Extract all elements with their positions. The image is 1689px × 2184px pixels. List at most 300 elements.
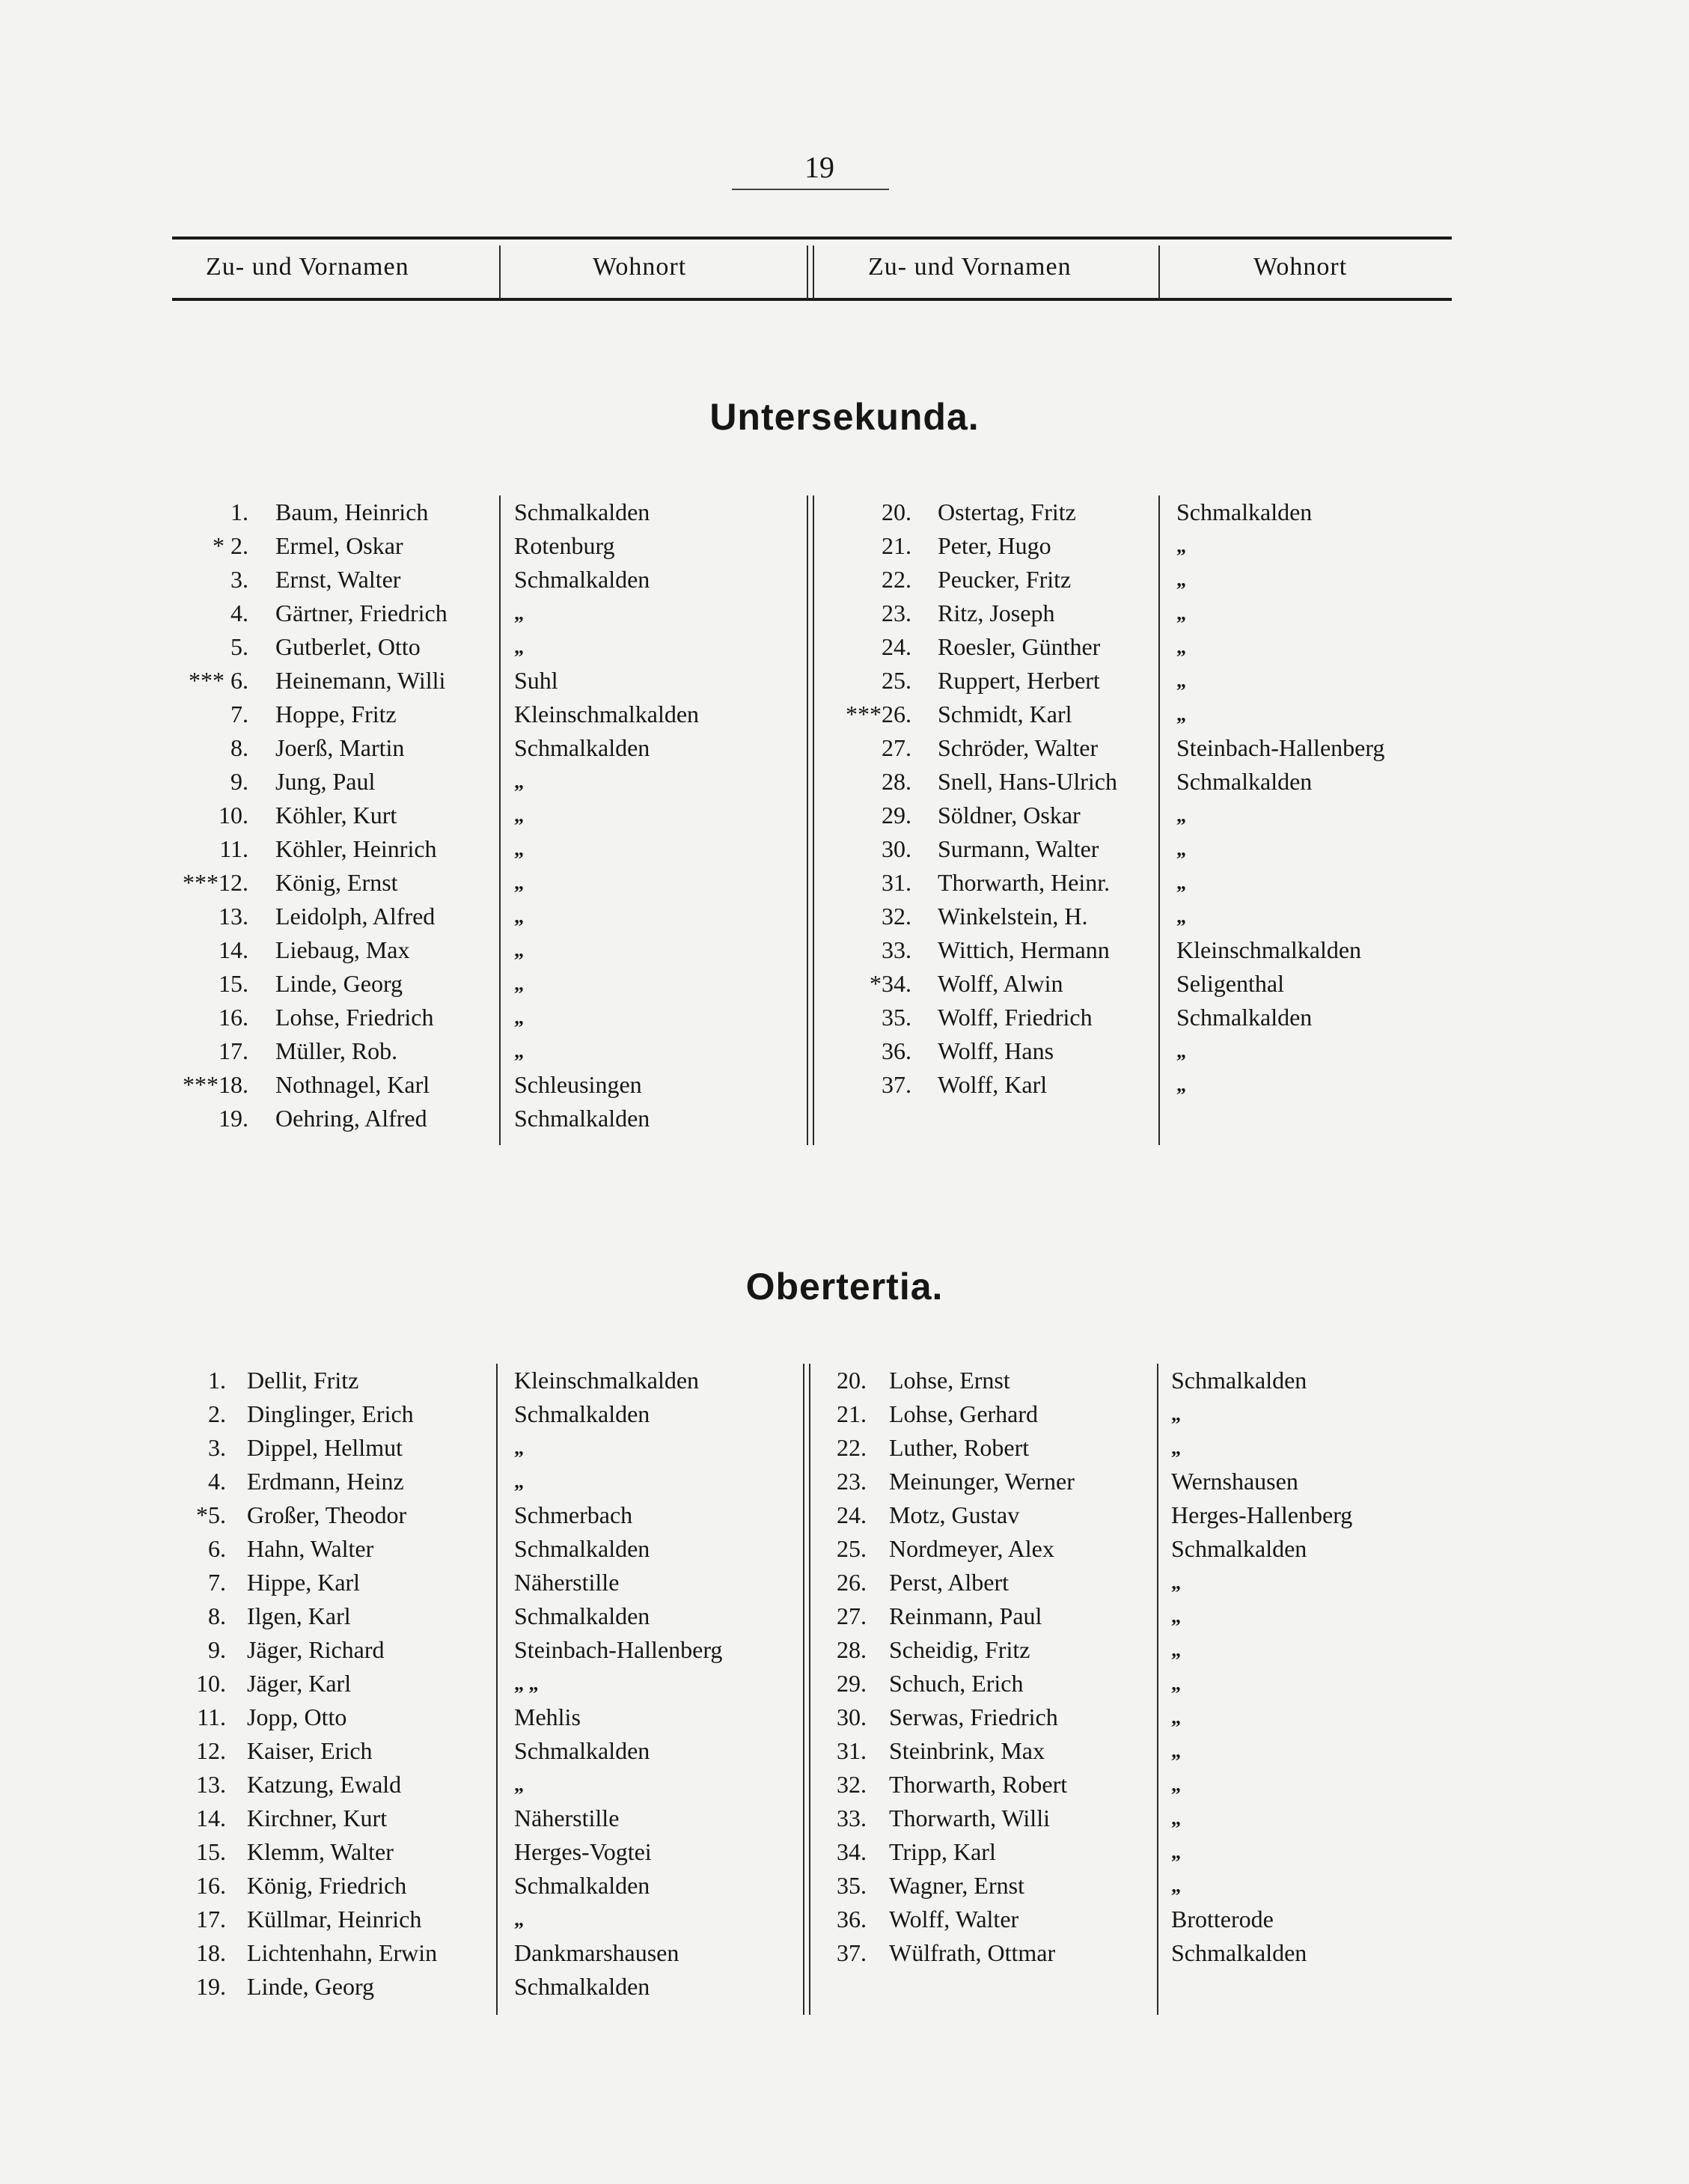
entry-index: 10. [196, 1670, 226, 1697]
table-row [793, 1802, 1181, 1835]
entry-number [831, 698, 911, 731]
table-row [165, 1532, 650, 1566]
student-place: Herges-Hallenberg [1171, 1501, 1353, 1528]
student-name: Dinglinger, Erich [247, 1400, 414, 1427]
entry-number [793, 1498, 867, 1532]
table-row [165, 1835, 652, 1869]
column-divider [813, 495, 814, 1145]
table-row [165, 1802, 620, 1835]
student-name: Roesler, Günther [938, 633, 1101, 660]
student-name: Dippel, Hellmut [247, 1434, 403, 1461]
student-place: „ [1176, 1040, 1186, 1062]
student-name: Lohse, Ernst [889, 1367, 1010, 1394]
student-place: „ [514, 603, 524, 624]
entry-number [831, 832, 911, 866]
header-name-left: Zu- und Vornamen [206, 253, 409, 281]
student-name: Ruppert, Herbert [938, 667, 1100, 694]
entry-number [165, 1734, 226, 1768]
student-place: „ [1171, 1875, 1181, 1897]
entry-index: 32. [882, 903, 911, 930]
student-place: Näherstille [514, 1805, 620, 1831]
student-name: Scheidig, Fritz [889, 1636, 1030, 1663]
student-place: Schmalkalden [1171, 1939, 1307, 1966]
student-name: Küllmar, Heinrich [247, 1906, 422, 1933]
entry-number [165, 1599, 226, 1633]
entry-index: 15. [219, 970, 248, 997]
table-row [180, 1102, 650, 1135]
entry-number [165, 1397, 226, 1431]
entry-number [165, 1768, 226, 1802]
entry-number [180, 664, 248, 698]
entry-number [165, 1970, 226, 2004]
entry-number [831, 529, 911, 563]
table-row [165, 1633, 723, 1667]
student-place: Dankmarshausen [514, 1939, 679, 1966]
table-row [793, 1364, 1307, 1397]
student-place: Schmalkalden [514, 1602, 650, 1629]
entry-mark: * [213, 532, 230, 559]
student-place: „ [1176, 636, 1186, 658]
student-name: Ernst, Walter [275, 566, 401, 593]
entry-index: 32. [837, 1771, 867, 1798]
student-name: Köhler, Heinrich [275, 835, 437, 862]
entry-number [165, 1431, 226, 1465]
table-row [793, 1397, 1181, 1431]
entry-index: 12. [196, 1737, 226, 1764]
table-row [793, 1566, 1181, 1599]
table-row [793, 1532, 1307, 1566]
entry-index: 2. [208, 1400, 226, 1427]
student-name: Reinmann, Paul [889, 1602, 1042, 1629]
student-name: Dellit, Fritz [247, 1367, 359, 1394]
entry-number [793, 1431, 867, 1465]
entry-index: 11. [219, 835, 248, 862]
entry-number [831, 1034, 911, 1068]
entry-index: 28. [837, 1636, 867, 1663]
table-row [180, 597, 524, 630]
student-name: Linde, Georg [247, 1973, 375, 2000]
student-name: Oehring, Alfred [275, 1105, 427, 1132]
student-place: „ [514, 771, 524, 793]
entry-number [793, 1734, 867, 1768]
entry-index: 33. [837, 1805, 867, 1831]
entry-index: 30. [837, 1703, 867, 1730]
table-row [831, 900, 1186, 933]
table-row [793, 1599, 1181, 1633]
table-row [180, 832, 524, 866]
entry-number [793, 1802, 867, 1835]
table-row [831, 765, 1313, 799]
table-row [831, 933, 1362, 967]
entry-number [165, 1364, 226, 1397]
student-place: „ [514, 1007, 524, 1028]
student-place: Kleinschmalkalden [1176, 936, 1362, 963]
entry-index: 4. [230, 600, 248, 626]
student-name: Lohse, Friedrich [275, 1004, 434, 1031]
student-name: König, Ernst [275, 869, 398, 896]
student-place: „ [1171, 1673, 1181, 1695]
entry-index: 2. [230, 532, 248, 559]
entry-number [180, 866, 248, 900]
entry-number [831, 1068, 911, 1102]
entry-index: 31. [837, 1737, 867, 1764]
table-row [180, 1001, 524, 1034]
entry-number [793, 1397, 867, 1431]
entry-index: 7. [208, 1569, 226, 1596]
table-row [180, 731, 650, 765]
table-row [831, 1001, 1313, 1034]
entry-number [793, 1532, 867, 1566]
entry-index: 15. [196, 1838, 226, 1865]
student-place: „ [514, 872, 524, 894]
student-place: „ [514, 805, 524, 826]
entry-number [793, 1667, 867, 1700]
table-row [165, 1903, 524, 1936]
entry-index: 22. [882, 566, 911, 593]
entry-mark: * [870, 970, 882, 997]
entry-number [180, 900, 248, 933]
entry-number [180, 832, 248, 866]
entry-number [165, 1835, 226, 1869]
student-name: Thorwarth, Willi [889, 1805, 1050, 1831]
table-row [165, 1768, 524, 1802]
entry-number [180, 630, 248, 664]
student-place: „ [1176, 1074, 1186, 1096]
table-row [793, 1633, 1181, 1667]
table-row [831, 967, 1284, 1001]
header-divider [813, 245, 814, 299]
student-name: Jäger, Richard [247, 1636, 385, 1663]
entry-number [831, 765, 911, 799]
column-divider [496, 1364, 498, 2015]
student-name: Jopp, Otto [247, 1703, 347, 1730]
student-name: Gutberlet, Otto [275, 633, 421, 660]
student-name: Hahn, Walter [247, 1535, 374, 1562]
entry-index: 13. [219, 903, 248, 930]
student-name: Wagner, Ernst [889, 1872, 1024, 1899]
student-place: Brotterode [1171, 1906, 1274, 1933]
student-name: Winkelstein, H. [938, 903, 1088, 930]
table-row [165, 1970, 650, 2004]
column-divider [1158, 495, 1160, 1145]
student-name: Ilgen, Karl [247, 1602, 351, 1629]
student-place: „ [514, 838, 524, 860]
entry-number [180, 597, 248, 630]
entry-index: 37. [882, 1071, 911, 1098]
entry-index: 36. [837, 1906, 867, 1933]
table-row [793, 1465, 1298, 1498]
entry-number [180, 563, 248, 597]
student-name: Jung, Paul [275, 768, 376, 795]
table-row [165, 1498, 633, 1532]
entry-mark: *** [189, 667, 230, 694]
student-place: „ [1176, 704, 1186, 725]
student-place: Wernshausen [1171, 1468, 1298, 1495]
student-place: Schmalkalden [1176, 498, 1313, 525]
student-place: „ [1171, 1740, 1181, 1762]
entry-index: 31. [882, 869, 911, 896]
student-place: Kleinschmalkalden [514, 701, 700, 728]
table-row [165, 1734, 650, 1768]
table-row [165, 1431, 524, 1465]
student-place: Schmalkalden [514, 1400, 650, 1427]
student-place: Kleinschmalkalden [514, 1367, 700, 1394]
entry-index: 13. [196, 1771, 226, 1798]
student-name: Thorwarth, Robert [889, 1771, 1068, 1798]
student-place: „ [1176, 805, 1186, 826]
student-name: Meinunger, Werner [889, 1468, 1075, 1495]
student-list-obertertia-left [165, 1364, 723, 2004]
student-place: Schmalkalden [514, 498, 650, 525]
student-place: Schmalkalden [1176, 768, 1313, 795]
student-place: Rotenburg [514, 532, 615, 559]
entry-index: 16. [196, 1872, 226, 1899]
entry-index: 14. [196, 1805, 226, 1831]
entry-number [180, 765, 248, 799]
student-place: „ [1171, 1639, 1181, 1661]
table-row [831, 597, 1186, 630]
entry-number [793, 1700, 867, 1734]
table-row [180, 1068, 642, 1102]
table-row [180, 900, 524, 933]
student-name: Tripp, Karl [889, 1838, 996, 1865]
student-place: Steinbach-Hallenberg [1176, 734, 1385, 761]
entry-index: 35. [837, 1872, 867, 1899]
student-name: Thorwarth, Heinr. [938, 869, 1111, 896]
student-name: Wolff, Hans [938, 1037, 1054, 1064]
student-name: Köhler, Kurt [275, 802, 397, 829]
entry-number [793, 1364, 867, 1397]
student-name: Klemm, Walter [247, 1838, 394, 1865]
entry-index: 22. [837, 1434, 867, 1461]
table-row [793, 1903, 1274, 1936]
entry-index: 37. [837, 1939, 867, 1966]
entry-number [793, 1599, 867, 1633]
entry-index: 18. [219, 1071, 248, 1098]
entry-number [831, 1001, 911, 1034]
entry-index: 24. [837, 1501, 867, 1528]
student-name: Lichtenhahn, Erwin [247, 1939, 438, 1966]
entry-index: 26. [837, 1569, 867, 1596]
entry-index: 1. [230, 498, 248, 525]
entry-index: 27. [837, 1602, 867, 1629]
header-place-right: Wohnort [1253, 253, 1348, 281]
student-name: Katzung, Ewald [247, 1771, 402, 1798]
entry-number [831, 630, 911, 664]
table-row [165, 1364, 700, 1397]
student-name: Großer, Theodor [247, 1501, 407, 1528]
entry-mark: * [196, 1501, 208, 1528]
entry-number [793, 1835, 867, 1869]
student-place: Herges-Vogtei [514, 1838, 652, 1865]
student-name: Wolff, Friedrich [938, 1004, 1093, 1031]
student-place: „ [1176, 838, 1186, 860]
entry-number [180, 1068, 248, 1102]
entry-index: 8. [208, 1602, 226, 1629]
student-name: König, Friedrich [247, 1872, 407, 1899]
student-place: Schleusingen [514, 1071, 642, 1098]
entry-number [180, 933, 248, 967]
entry-number [793, 1768, 867, 1802]
table-row [165, 1599, 650, 1633]
student-name: Wittich, Hermann [938, 936, 1110, 963]
table-row [831, 1068, 1186, 1102]
entry-index: 29. [882, 802, 911, 829]
entry-index: 34. [837, 1838, 867, 1865]
entry-number [831, 866, 911, 900]
student-place: „ [1171, 1605, 1181, 1627]
entry-index: 28. [882, 768, 911, 795]
entry-index: 10. [219, 802, 248, 829]
student-name: Luther, Robert [889, 1434, 1030, 1461]
student-place: Steinbach-Hallenberg [514, 1636, 723, 1663]
student-place: „ [1176, 872, 1186, 894]
entry-index: 7. [230, 701, 248, 728]
entry-number [180, 967, 248, 1001]
student-name: Kaiser, Erich [247, 1737, 373, 1764]
student-place: Schmalkalden [1171, 1367, 1307, 1394]
student-place: „ [1176, 670, 1186, 692]
student-list-untersekunda-right [831, 495, 1385, 1102]
table-row [165, 1465, 524, 1498]
table-row [180, 967, 524, 1001]
student-place: „ [1171, 1774, 1181, 1796]
student-name: Söldner, Oskar [938, 802, 1081, 829]
student-name: Baum, Heinrich [275, 498, 429, 525]
student-place: „ [514, 906, 524, 927]
student-place: „ [1176, 569, 1186, 591]
entry-number [831, 967, 911, 1001]
student-place: „ [514, 1471, 524, 1492]
student-place: „ [514, 1437, 524, 1459]
student-place: „ [1176, 603, 1186, 624]
entry-number [165, 1903, 226, 1936]
student-place: Schmerbach [514, 1501, 633, 1528]
student-name: Jäger, Karl [247, 1670, 352, 1697]
entry-index: 9. [230, 768, 248, 795]
entry-index: 30. [882, 835, 911, 862]
entry-index: 21. [882, 532, 911, 559]
entry-index: 20. [837, 1367, 867, 1394]
table-row [180, 529, 615, 563]
student-name: Kirchner, Kurt [247, 1805, 388, 1831]
entry-index: 34. [882, 970, 911, 997]
table-row [831, 866, 1186, 900]
section-title-obertertia: Obertertia. [745, 1266, 944, 1308]
entry-number [180, 1034, 248, 1068]
student-place: Schmalkalden [514, 566, 650, 593]
header-place-left: Wohnort [593, 253, 687, 281]
entry-index: 17. [196, 1906, 226, 1933]
student-place: „ [514, 1909, 524, 1930]
entry-number [180, 1102, 248, 1135]
entry-number [793, 1903, 867, 1936]
table-row [180, 799, 524, 832]
table-row [831, 630, 1186, 664]
entry-number [793, 1566, 867, 1599]
entry-number [831, 731, 911, 765]
student-name: Müller, Rob. [275, 1037, 398, 1064]
student-name: Surmann, Walter [938, 835, 1099, 862]
entry-index: 29. [837, 1670, 867, 1697]
entry-number [793, 1465, 867, 1498]
student-name: Serwas, Friedrich [889, 1703, 1058, 1730]
table-header [172, 240, 1452, 298]
header-divider [499, 245, 501, 299]
student-place: „ [1171, 1572, 1181, 1593]
student-place: Schmalkalden [514, 1737, 650, 1764]
entry-index: 19. [196, 1973, 226, 2000]
entry-index: 20. [882, 498, 911, 525]
entry-number [165, 1566, 226, 1599]
student-place: „ [514, 973, 524, 995]
student-place: „ [1176, 535, 1186, 557]
student-name: Erdmann, Heinz [247, 1468, 404, 1495]
header-rule-bottom [172, 298, 1452, 301]
entry-index: 11. [197, 1703, 226, 1730]
student-name: Wolff, Walter [889, 1906, 1019, 1933]
column-divider [807, 495, 808, 1145]
table-row [831, 529, 1186, 563]
table-row [831, 799, 1186, 832]
entry-index: 35. [882, 1004, 911, 1031]
student-name: Steinbrink, Max [889, 1737, 1045, 1764]
table-row [831, 731, 1385, 765]
entry-mark: *** [183, 869, 219, 896]
entry-number [793, 1936, 867, 1970]
student-place: „ [514, 1040, 524, 1062]
section-title-untersekunda: Untersekunda. [709, 396, 980, 438]
entry-index: 17. [219, 1037, 248, 1064]
table-row [831, 664, 1186, 698]
table-row [793, 1835, 1181, 1869]
student-name: Motz, Gustav [889, 1501, 1020, 1528]
student-place: „ [1171, 1706, 1181, 1728]
entry-index: 27. [882, 734, 911, 761]
entry-number [831, 495, 911, 529]
entry-number [165, 1465, 226, 1498]
entry-mark: *** [846, 701, 882, 728]
table-row [793, 1700, 1181, 1734]
table-row [831, 832, 1186, 866]
entry-index: 5. [208, 1501, 226, 1528]
student-name: Ostertag, Fritz [938, 498, 1076, 525]
entry-number [831, 900, 911, 933]
entry-number [180, 529, 248, 563]
student-place: Näherstille [514, 1569, 620, 1596]
entry-number [165, 1869, 226, 1903]
table-row [831, 495, 1313, 529]
entry-number [165, 1802, 226, 1835]
student-place: Schmalkalden [514, 734, 650, 761]
entry-number [793, 1633, 867, 1667]
entry-index: 16. [219, 1004, 248, 1031]
entry-number [831, 933, 911, 967]
student-place: „ [1176, 906, 1186, 927]
header-divider [1158, 245, 1160, 299]
student-place: Mehlis [514, 1703, 581, 1730]
entry-index: 5. [230, 633, 248, 660]
entry-number [831, 597, 911, 630]
student-name: Ritz, Joseph [938, 600, 1055, 626]
entry-index: 14. [219, 936, 248, 963]
column-divider [1157, 1364, 1158, 2015]
header-name-right: Zu- und Vornamen [868, 253, 1072, 281]
student-place: Suhl [514, 667, 558, 694]
entry-number [831, 664, 911, 698]
student-name: Schröder, Walter [938, 734, 1099, 761]
table-row [793, 1936, 1307, 1970]
